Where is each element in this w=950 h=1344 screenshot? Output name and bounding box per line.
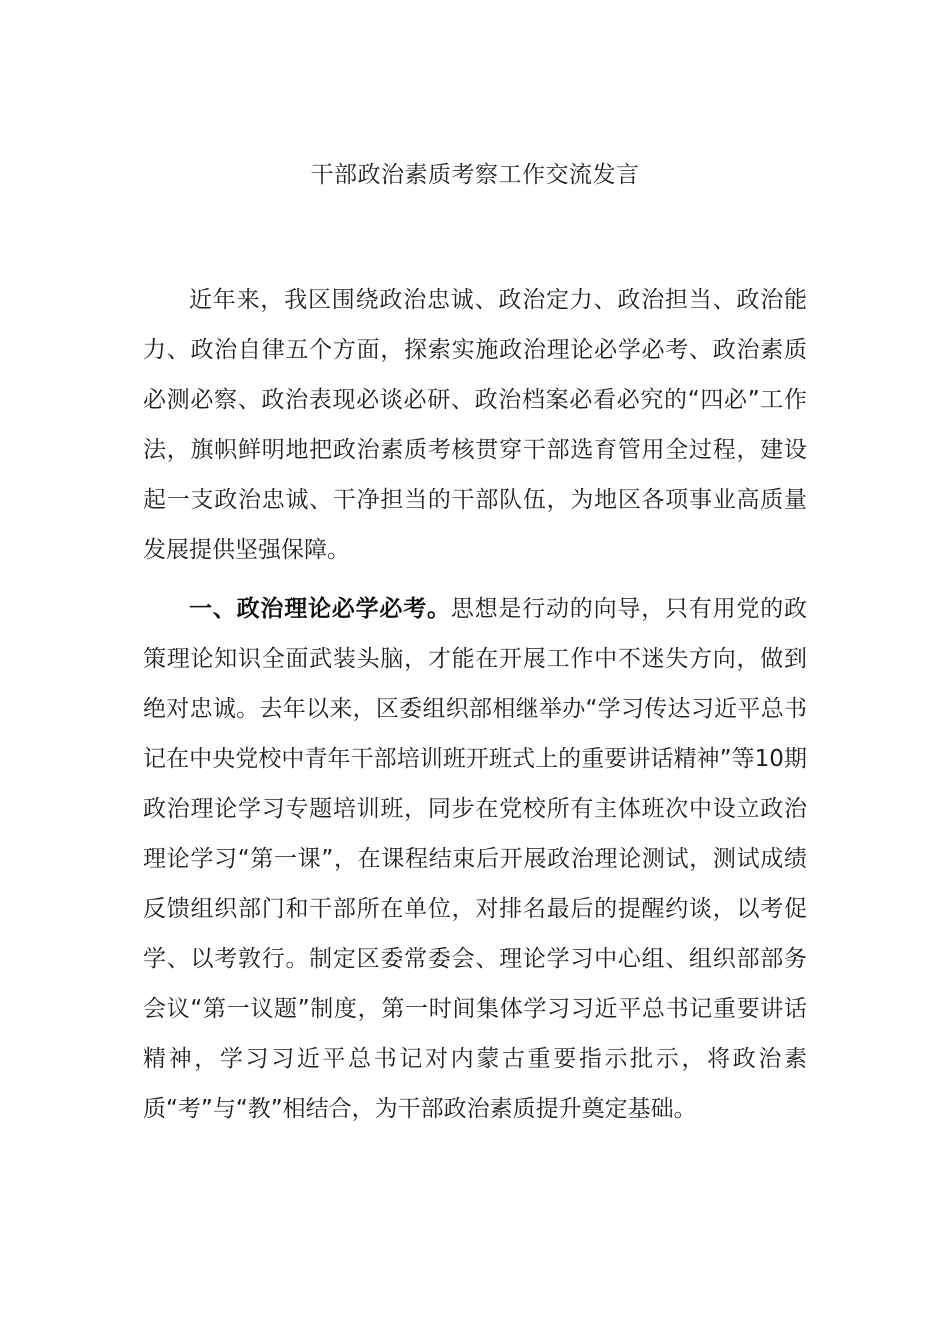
section-one-heading: 一、政治理论必学必考。 (189, 596, 451, 622)
intro-paragraph-text: 近年来，我区围绕政治忠诚、政治定力、政治担当、政治能力、政治自律五个方面，探索实施政治理论必学必考、政治素质必测必察、政治表现必谈必研、政治档案必看必究的“四必”工作法，旗帜鲜明地把政治素质考核贯穿干部选育管用全过程，建设起一支政治忠诚、干净担当的干部队伍，为地区各项事业高质量发展提供坚强保障。 (143, 287, 807, 563)
document-title: 干部政治素质考察工作交流发言 (310, 162, 640, 188)
section-one-text: 思想是行动的向导，只有用党的政策理论知识全面武装头脑，才能在开展工作中不迷失方向，做到绝对忠诚。去年以来，区委组织部相继举办“学习传达习近平总书记在中央党校中青年干部培训班开班式上的重要讲话精神”等10期政治理论学习专题培训班，同步在党校所有主体班次中设立政治理论学习“第一课”，在课程结束后开展政治理论测试，测试成绩反馈组织部门和干部所在单位，对排名最后的提醒约谈，以考促学、以考敦行。制定区委常委会、理论学习中心组、组织部部务会议“第一议题”制度，第一时间集体学习习近平总书记重要讲话精神，学习习近平总书记对内蒙古重要指示批示，将政治素质“考”与“教”相结合，为干部政治素质提升奠定基础。 (143, 596, 808, 1122)
intro-paragraph (143, 275, 807, 575)
section-one-paragraph (143, 584, 807, 1134)
